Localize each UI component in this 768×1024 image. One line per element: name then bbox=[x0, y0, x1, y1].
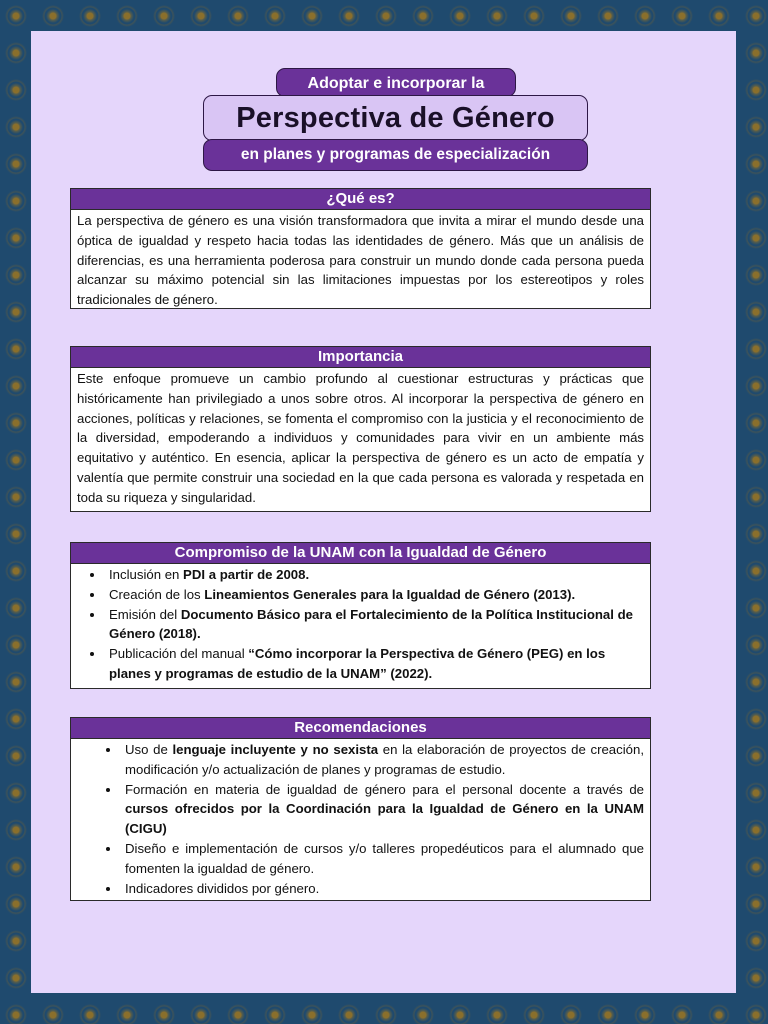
section-compromiso bbox=[70, 542, 651, 689]
section-importancia bbox=[70, 346, 651, 512]
section-text: Este enfoque promueve un cambio profundo al cuestionar estructuras y prácticas que históricamente han privilegiado a unos sobre otros. Al incorporar la perspectiva de género en acciones, políticas y relaciones, se fomenta el compromiso con la justicia y el reconocimiento de la diversidad, empoderando a individuos y comunidades para vivir en un ambiente más equitativo y auténtico. En esencia, aplicar la perspectiva de género es un acto de empatía y valentía que permite construir una sociedad en la que cada persona es valorada y respetada en toda su riqueza y singularidad. bbox=[77, 371, 644, 505]
item-text: Inclusión en bbox=[109, 567, 184, 582]
page-title: Perspectiva de Género bbox=[203, 95, 588, 141]
list-item bbox=[105, 605, 644, 645]
item-text: Publicación del manual bbox=[109, 646, 249, 662]
item-text: en la elaboración de proyectos de creación, modificación y/o actualización de planes y programas de estudio. bbox=[125, 742, 644, 777]
section-heading: Compromiso de la UNAM con la Igualdad de Género bbox=[71, 543, 650, 564]
item-text: Uso de bbox=[125, 742, 173, 757]
item-bold-text: PDI a partir de 2008. bbox=[183, 567, 310, 582]
list-item bbox=[121, 879, 644, 899]
item-bold-text: “Cómo incorporar la Perspectiva de Género (PEG) en los planes y programas de estudio de la UNAM” (2022). bbox=[109, 646, 606, 681]
section-text: La perspectiva de género es una visión transformadora que invita a mirar el mundo desde una óptica de igualdad y respeto hacia todas las identidades de género. Más que un análisis de diferencias, es una herramienta poderosa para construir un mundo donde cada persona pueda alcanzar su máximo potencial sin las limitaciones impuestas por los estereotipos y roles tradicionales de género. bbox=[77, 213, 644, 308]
list-item bbox=[105, 585, 644, 605]
item-bold-text: cursos ofrecidos por la Coordinación para la Igualdad de Género en la UNAM (CIGU) bbox=[125, 801, 644, 837]
list-item bbox=[105, 644, 644, 684]
section-list bbox=[71, 564, 650, 685]
list-item bbox=[105, 565, 644, 585]
section-heading: Importancia bbox=[71, 347, 650, 368]
header-subtitle: en planes y programas de especialización bbox=[203, 139, 588, 171]
section-que-es bbox=[70, 188, 651, 309]
item-bold-text: Documento Básico para el Fortalecimiento de la Política Institucional de Género (2018). bbox=[109, 606, 633, 642]
list-item bbox=[121, 780, 644, 839]
section-list bbox=[71, 739, 650, 899]
item-text: Creación de los bbox=[109, 586, 205, 602]
item-text: Formación en materia de igualdad de género para el personal docente a través de bbox=[125, 781, 644, 797]
item-bold-text: Lineamientos Generales para la Igualdad de Género (2013). bbox=[204, 586, 576, 602]
section-heading: Recomendaciones bbox=[71, 718, 650, 739]
item-text: Indicadores divididos por género. bbox=[125, 880, 320, 896]
list-item bbox=[121, 839, 644, 879]
item-bold-text: lenguaje incluyente y no sexista bbox=[172, 742, 379, 757]
header-top-label: Adoptar e incorporar la bbox=[276, 68, 516, 97]
section-recomendaciones bbox=[70, 717, 651, 901]
list-item bbox=[121, 740, 644, 780]
item-text: Diseño e implementación de cursos y/o talleres propedéuticos para el alumnado que fomenten la igualdad de género. bbox=[125, 840, 644, 876]
section-heading: ¿Qué es? bbox=[71, 189, 650, 210]
item-text: Emisión del bbox=[109, 606, 181, 622]
